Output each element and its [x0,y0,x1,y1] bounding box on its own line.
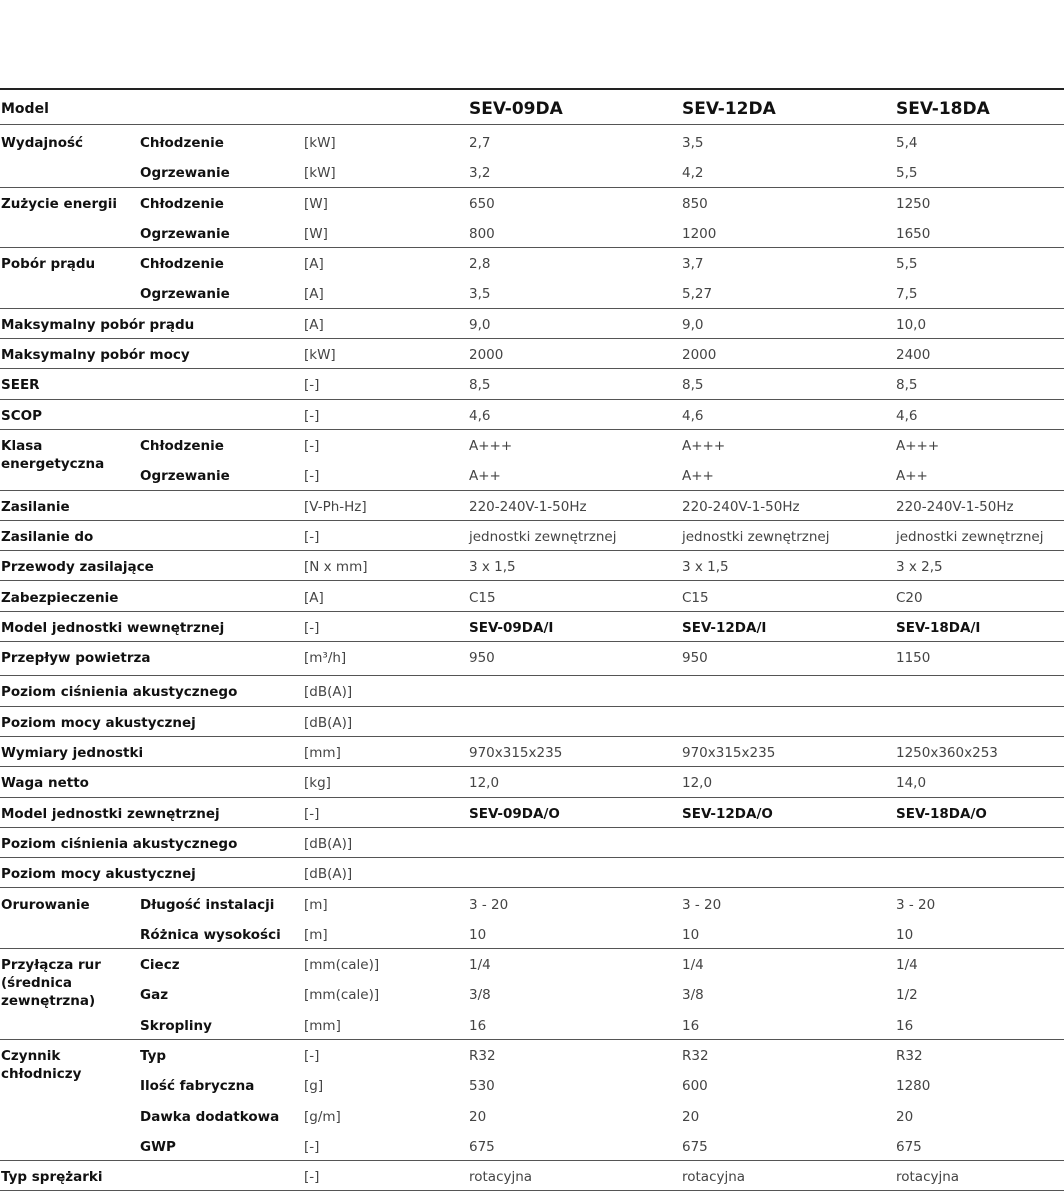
row-unit: [-] [304,438,320,454]
row-unit: [-] [304,1048,320,1064]
table-group-row [0,1160,1064,1191]
value-model-1: 4,6 [469,407,491,424]
row-sublabel: Chłodzenie [140,195,224,212]
table-group-row [0,429,1064,491]
row-unit: [mm(cale)] [304,957,380,974]
row-unit: [m] [304,896,328,913]
row-sublabel: Ogrzewanie [140,165,230,182]
value-model-3: 4,6 [896,407,918,424]
value-model-1: A++ [469,468,501,485]
value-model-3: 7,5 [896,286,918,303]
row-unit: [g] [304,1078,324,1095]
row-sublabel: Gaz [140,987,169,1004]
value-model-3: C20 [896,589,923,606]
table-group-row [0,399,1064,430]
value-model-2: 600 [682,1078,708,1095]
value-model-3: SEV-18DA/O [896,805,987,822]
value-model-1: 1/4 [469,957,491,974]
row-unit: [dB(A)] [304,835,353,852]
value-model-3: 2400 [896,347,931,364]
header-model-1: SEV-09DA [469,99,563,119]
row-label: Zużycie energii [1,195,118,212]
table-group-row [0,1039,1064,1161]
value-model-2: A++ [682,468,714,485]
value-model-1: 2,8 [469,256,491,273]
value-model-2: SEV-12DA/O [682,805,773,822]
row-label: SEER [1,377,40,394]
value-model-2: 3,7 [682,256,704,273]
value-model-2: 850 [682,195,708,212]
value-model-1: 970x315x235 [469,745,563,761]
value-model-2: rotacyjna [682,1169,746,1186]
value-model-3: 220-240V-1-50Hz [896,498,1014,515]
row-label: Typ sprężarki [1,1169,103,1186]
row-sublabel: Ogrzewanie [140,286,230,303]
table-group-row [0,857,1064,888]
row-unit: [-] [304,1169,320,1186]
value-model-3: 1/2 [896,987,918,1004]
value-model-2: 3 - 20 [682,896,722,913]
value-model-1: A+++ [469,438,513,454]
value-model-3: jednostki zewnętrznej [896,528,1044,545]
row-label: Przewody zasilające [1,559,154,576]
row-sublabel: Chłodzenie [140,135,224,151]
value-model-3: A++ [896,468,928,485]
table-group-row [0,641,1064,676]
value-model-1: 10 [469,926,487,943]
table-group-row [0,368,1064,399]
value-model-1: 3,2 [469,165,491,182]
row-unit: [mm(cale)] [304,987,380,1004]
value-model-1: 675 [469,1138,495,1155]
value-model-1: R32 [469,1048,496,1064]
value-model-3: A+++ [896,438,940,454]
value-model-3: 16 [896,1017,914,1034]
row-sublabel: Różnica wysokości [140,926,281,943]
value-model-3: 1/4 [896,957,918,974]
row-label: Poziom mocy akustycznej [1,714,196,731]
header-model-3: SEV-18DA [896,99,990,119]
value-model-3: 1650 [896,225,931,242]
value-model-3: R32 [896,1048,923,1064]
value-model-1: C15 [469,589,496,606]
value-model-3: SEV-18DA/I [896,619,981,636]
row-sublabel: Długość instalacji [140,896,275,913]
value-model-1: 16 [469,1017,487,1034]
row-sublabel: Typ [140,1048,167,1064]
table-group-row [0,706,1064,737]
value-model-2: jednostki zewnętrznej [682,528,830,545]
row-sublabel: Dawka dodatkowa [140,1108,280,1125]
value-model-1: 650 [469,195,495,212]
table-group-row [0,736,1064,767]
header-model-2: SEV-12DA [682,99,776,119]
row-unit: [kg] [304,775,331,792]
value-model-2: 9,0 [682,316,704,333]
value-model-3: 675 [896,1138,922,1155]
value-model-3: 1250 [896,195,931,212]
table-group-row [0,308,1064,339]
value-model-2: 950 [682,650,708,667]
table-group-row [0,520,1064,551]
value-model-1: 3/8 [469,987,491,1004]
row-label: Orurowanie [1,896,90,913]
row-label: Poziom ciśnienia akustycznego [1,684,238,701]
row-sublabel: Skropliny [140,1017,212,1034]
value-model-2: C15 [682,589,709,606]
value-model-3: 8,5 [896,377,918,394]
row-label: Pobór prądu [1,256,96,273]
value-model-3: 5,5 [896,256,918,273]
row-sublabel: Ogrzewanie [140,225,230,242]
row-label: Poziom ciśnienia akustycznego [1,835,238,852]
value-model-3: 1150 [896,650,931,667]
row-unit: [W] [304,225,328,242]
value-model-1: rotacyjna [469,1169,533,1186]
row-unit: [dB(A)] [304,684,353,701]
value-model-3: 14,0 [896,775,927,792]
row-unit: [m³/h] [304,650,347,667]
value-model-2: A+++ [682,438,726,454]
header-label: Model [1,101,49,117]
table-group-row [0,247,1064,309]
table-group-row [0,338,1064,369]
value-model-3: 1250x360x253 [896,745,998,761]
row-unit: [g/m] [304,1108,341,1125]
row-label: Zabezpieczenie [1,589,119,606]
value-model-1: 800 [469,225,495,242]
row-unit: [A] [304,316,324,333]
row-label: Zasilanie [1,498,70,515]
row-sublabel: Chłodzenie [140,438,224,454]
value-model-1: 530 [469,1078,495,1095]
row-label: Przyłącza rur (średnica zewnętrzna) [1,957,101,1010]
table-group-row [0,490,1064,521]
row-label: Czynnik chłodniczy [1,1048,82,1082]
row-unit: [A] [304,589,324,606]
table-group-row [0,187,1064,249]
value-model-3: 5,5 [896,165,918,182]
value-model-3: 3 - 20 [896,896,936,913]
value-model-3: 10 [896,926,914,943]
row-label: Waga netto [1,775,89,792]
value-model-2: 220-240V-1-50Hz [682,498,800,515]
table-group-row [0,581,1064,612]
value-model-2: 3 x 1,5 [682,559,729,576]
value-model-1: 8,5 [469,377,491,394]
value-model-1: 3 x 1,5 [469,559,516,576]
table-group-row [0,948,1064,1040]
row-unit: [-] [304,407,320,424]
row-label: Model jednostki wewnętrznej [1,619,225,636]
row-label: Zasilanie do [1,528,94,545]
row-label: Poziom mocy akustycznej [1,866,196,883]
value-model-2: 16 [682,1017,700,1034]
row-unit: [V-Ph-Hz] [304,498,367,515]
row-label: Maksymalny pobór mocy [1,347,190,364]
value-model-1: 950 [469,650,495,667]
value-model-2: 1/4 [682,957,704,974]
value-model-1: SEV-09DA/I [469,619,554,636]
value-model-1: 9,0 [469,316,491,333]
value-model-2: 10 [682,926,700,943]
value-model-1: jednostki zewnętrznej [469,528,617,545]
value-model-2: 1200 [682,225,717,242]
row-sublabel: GWP [140,1138,176,1155]
row-sublabel: Ilość fabryczna [140,1078,255,1095]
row-unit: [-] [304,468,320,485]
value-model-3: 3 x 2,5 [896,559,943,576]
row-label: Maksymalny pobór prądu [1,316,195,333]
value-model-2: 3,5 [682,135,704,151]
value-model-1: SEV-09DA/O [469,805,560,822]
value-model-1: 3 - 20 [469,896,509,913]
row-sublabel: Chłodzenie [140,256,224,273]
row-unit: [-] [304,377,320,394]
row-label: Przepływ powietrza [1,650,151,667]
row-unit: [-] [304,1138,320,1155]
row-label: SCOP [1,407,43,424]
row-unit: [dB(A)] [304,866,353,883]
value-model-1: 20 [469,1108,487,1125]
table-group-row [0,550,1064,581]
value-model-2: 675 [682,1138,708,1155]
value-model-2: 8,5 [682,377,704,394]
value-model-3: 10,0 [896,316,927,333]
value-model-1: 3,5 [469,286,491,303]
value-model-2: 4,6 [682,407,704,424]
row-unit: [-] [304,805,320,822]
row-label: Model jednostki zewnętrznej [1,805,220,822]
value-model-3: 5,4 [896,135,918,151]
value-model-2: SEV-12DA/I [682,619,767,636]
value-model-2: 20 [682,1108,700,1125]
row-unit: [kW] [304,347,336,364]
table-group-row [0,611,1064,642]
value-model-1: 2,7 [469,135,491,151]
table-group-row [0,827,1064,858]
value-model-3: 20 [896,1108,914,1125]
table-group-row [0,126,1064,188]
row-sublabel: Ogrzewanie [140,468,230,485]
value-model-1: 2000 [469,347,504,364]
value-model-2: R32 [682,1048,709,1064]
row-unit: [A] [304,256,324,273]
value-model-2: 3/8 [682,987,704,1004]
table-group-row [0,675,1064,706]
row-unit: [dB(A)] [304,714,353,731]
row-unit: [m] [304,926,328,943]
value-model-1: 12,0 [469,775,500,792]
row-unit: [A] [304,286,324,303]
row-label: Klasa energetyczna [1,438,105,472]
row-unit: [-] [304,619,320,636]
row-unit: [mm] [304,745,341,761]
value-model-1: 220-240V-1-50Hz [469,498,587,515]
table-group-row [0,766,1064,797]
value-model-2: 5,27 [682,286,713,303]
row-unit: [N x mm] [304,559,368,576]
value-model-2: 12,0 [682,775,713,792]
table-group-row [0,888,1064,950]
value-model-2: 970x315x235 [682,745,776,761]
row-unit: [kW] [304,165,336,182]
row-unit: [kW] [304,135,336,151]
row-unit: [-] [304,528,320,545]
value-model-2: 4,2 [682,165,704,182]
value-model-3: 1280 [896,1078,931,1095]
row-unit: [mm] [304,1017,341,1034]
table-header-row [0,90,1064,125]
row-label: Wydajność [1,135,84,151]
row-unit: [W] [304,195,328,212]
value-model-2: 2000 [682,347,717,364]
row-label: Wymiary jednostki [1,745,144,761]
table-group-row [0,797,1064,828]
row-sublabel: Ciecz [140,957,180,974]
value-model-3: rotacyjna [896,1169,960,1186]
